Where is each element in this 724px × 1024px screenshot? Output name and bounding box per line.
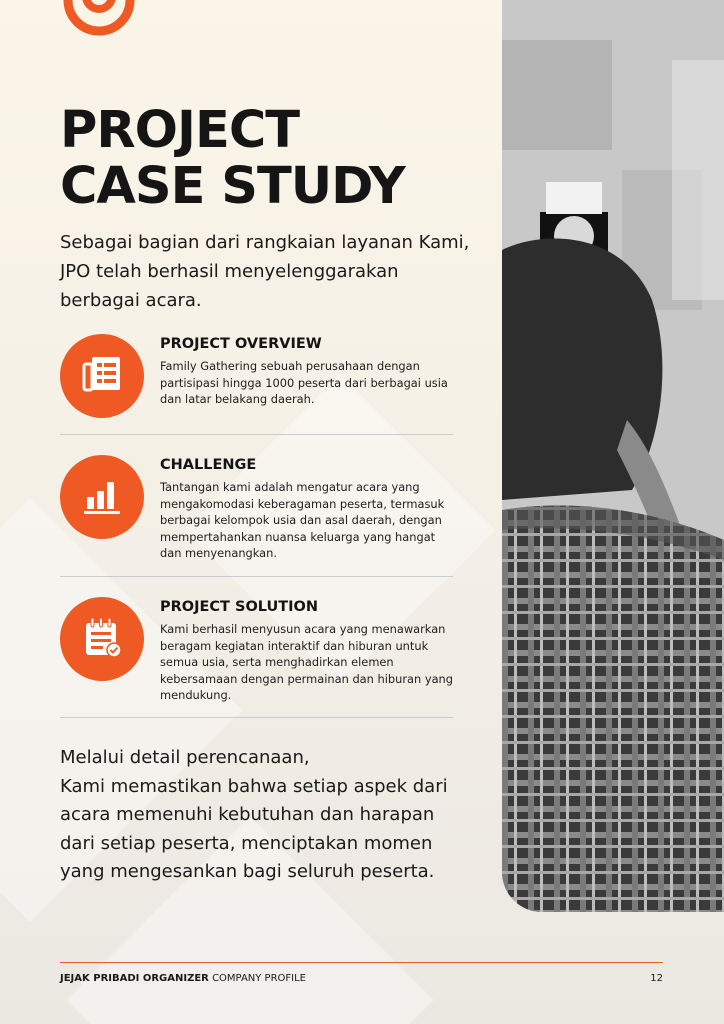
footer-brand: JEJAK PRIBADI ORGANIZER [60, 973, 209, 984]
section-challenge [60, 455, 454, 565]
divider [60, 717, 453, 718]
photographer-photo [502, 0, 724, 912]
footer-rule [60, 962, 663, 963]
section-heading: PROJECT SOLUTION [160, 599, 319, 615]
closing-paragraph [60, 744, 490, 887]
title-line: CASE STUDY [60, 157, 405, 216]
icon-circle [60, 455, 144, 539]
bar-chart-icon [80, 473, 124, 522]
intro-paragraph: Sebagai bagian dari rangkaian layanan Kami, JPO telah berhasil menyelenggarakan berbagai acara. [60, 232, 470, 311]
checklist-clipboard-icon [80, 615, 124, 664]
section-heading: PROJECT OVERVIEW [160, 336, 322, 352]
section-project-solution [60, 597, 454, 707]
section-heading: CHALLENGE [160, 457, 257, 473]
jpo-logo-icon [60, 0, 138, 50]
title-line: PROJECT [60, 101, 300, 160]
document-list-icon [80, 352, 124, 401]
closing-line: Kami memastikan bahwa setiap aspek dari [60, 775, 448, 797]
divider [60, 434, 453, 435]
section-project-overview [60, 334, 454, 424]
closing-line: acara memenuhi kebutuhan dan harapan [60, 804, 435, 825]
page-number: 12 [650, 973, 663, 984]
page-title [60, 103, 405, 215]
closing-line: dari setiap peserta, menciptakan momen [60, 832, 433, 854]
icon-circle [60, 334, 144, 418]
closing-line: yang mengesankan bagi seluruh peserta. [60, 861, 435, 882]
divider [60, 576, 453, 577]
footer-company-profile: COMPANY PROFILE [212, 973, 306, 984]
closing-line: Melalui detail perencanaan, [60, 747, 310, 768]
icon-circle [60, 597, 144, 681]
section-body: Family Gathering sebuah perusahaan dengan partisipasi hingga 1000 peserta dari berbagai usia dan latar belakang daerah. [160, 359, 448, 407]
section-body: Kami berhasil menyusun acara yang menawarkan beragam kegiatan interaktif dan hiburan untuk semua usia, serta menghadirkan elemen kebersamaan dengan permainan dan hiburan yang mendukung. [160, 622, 453, 703]
footer-label [60, 973, 306, 984]
section-body: Tantangan kami adalah mengatur acara yang mengakomodasi keberagaman peserta, termasuk berbagai kelompok usia dan asal daerah, dengan mempertahankan nuansa keluarga yang hangat dan menyenangkan. [160, 480, 445, 561]
